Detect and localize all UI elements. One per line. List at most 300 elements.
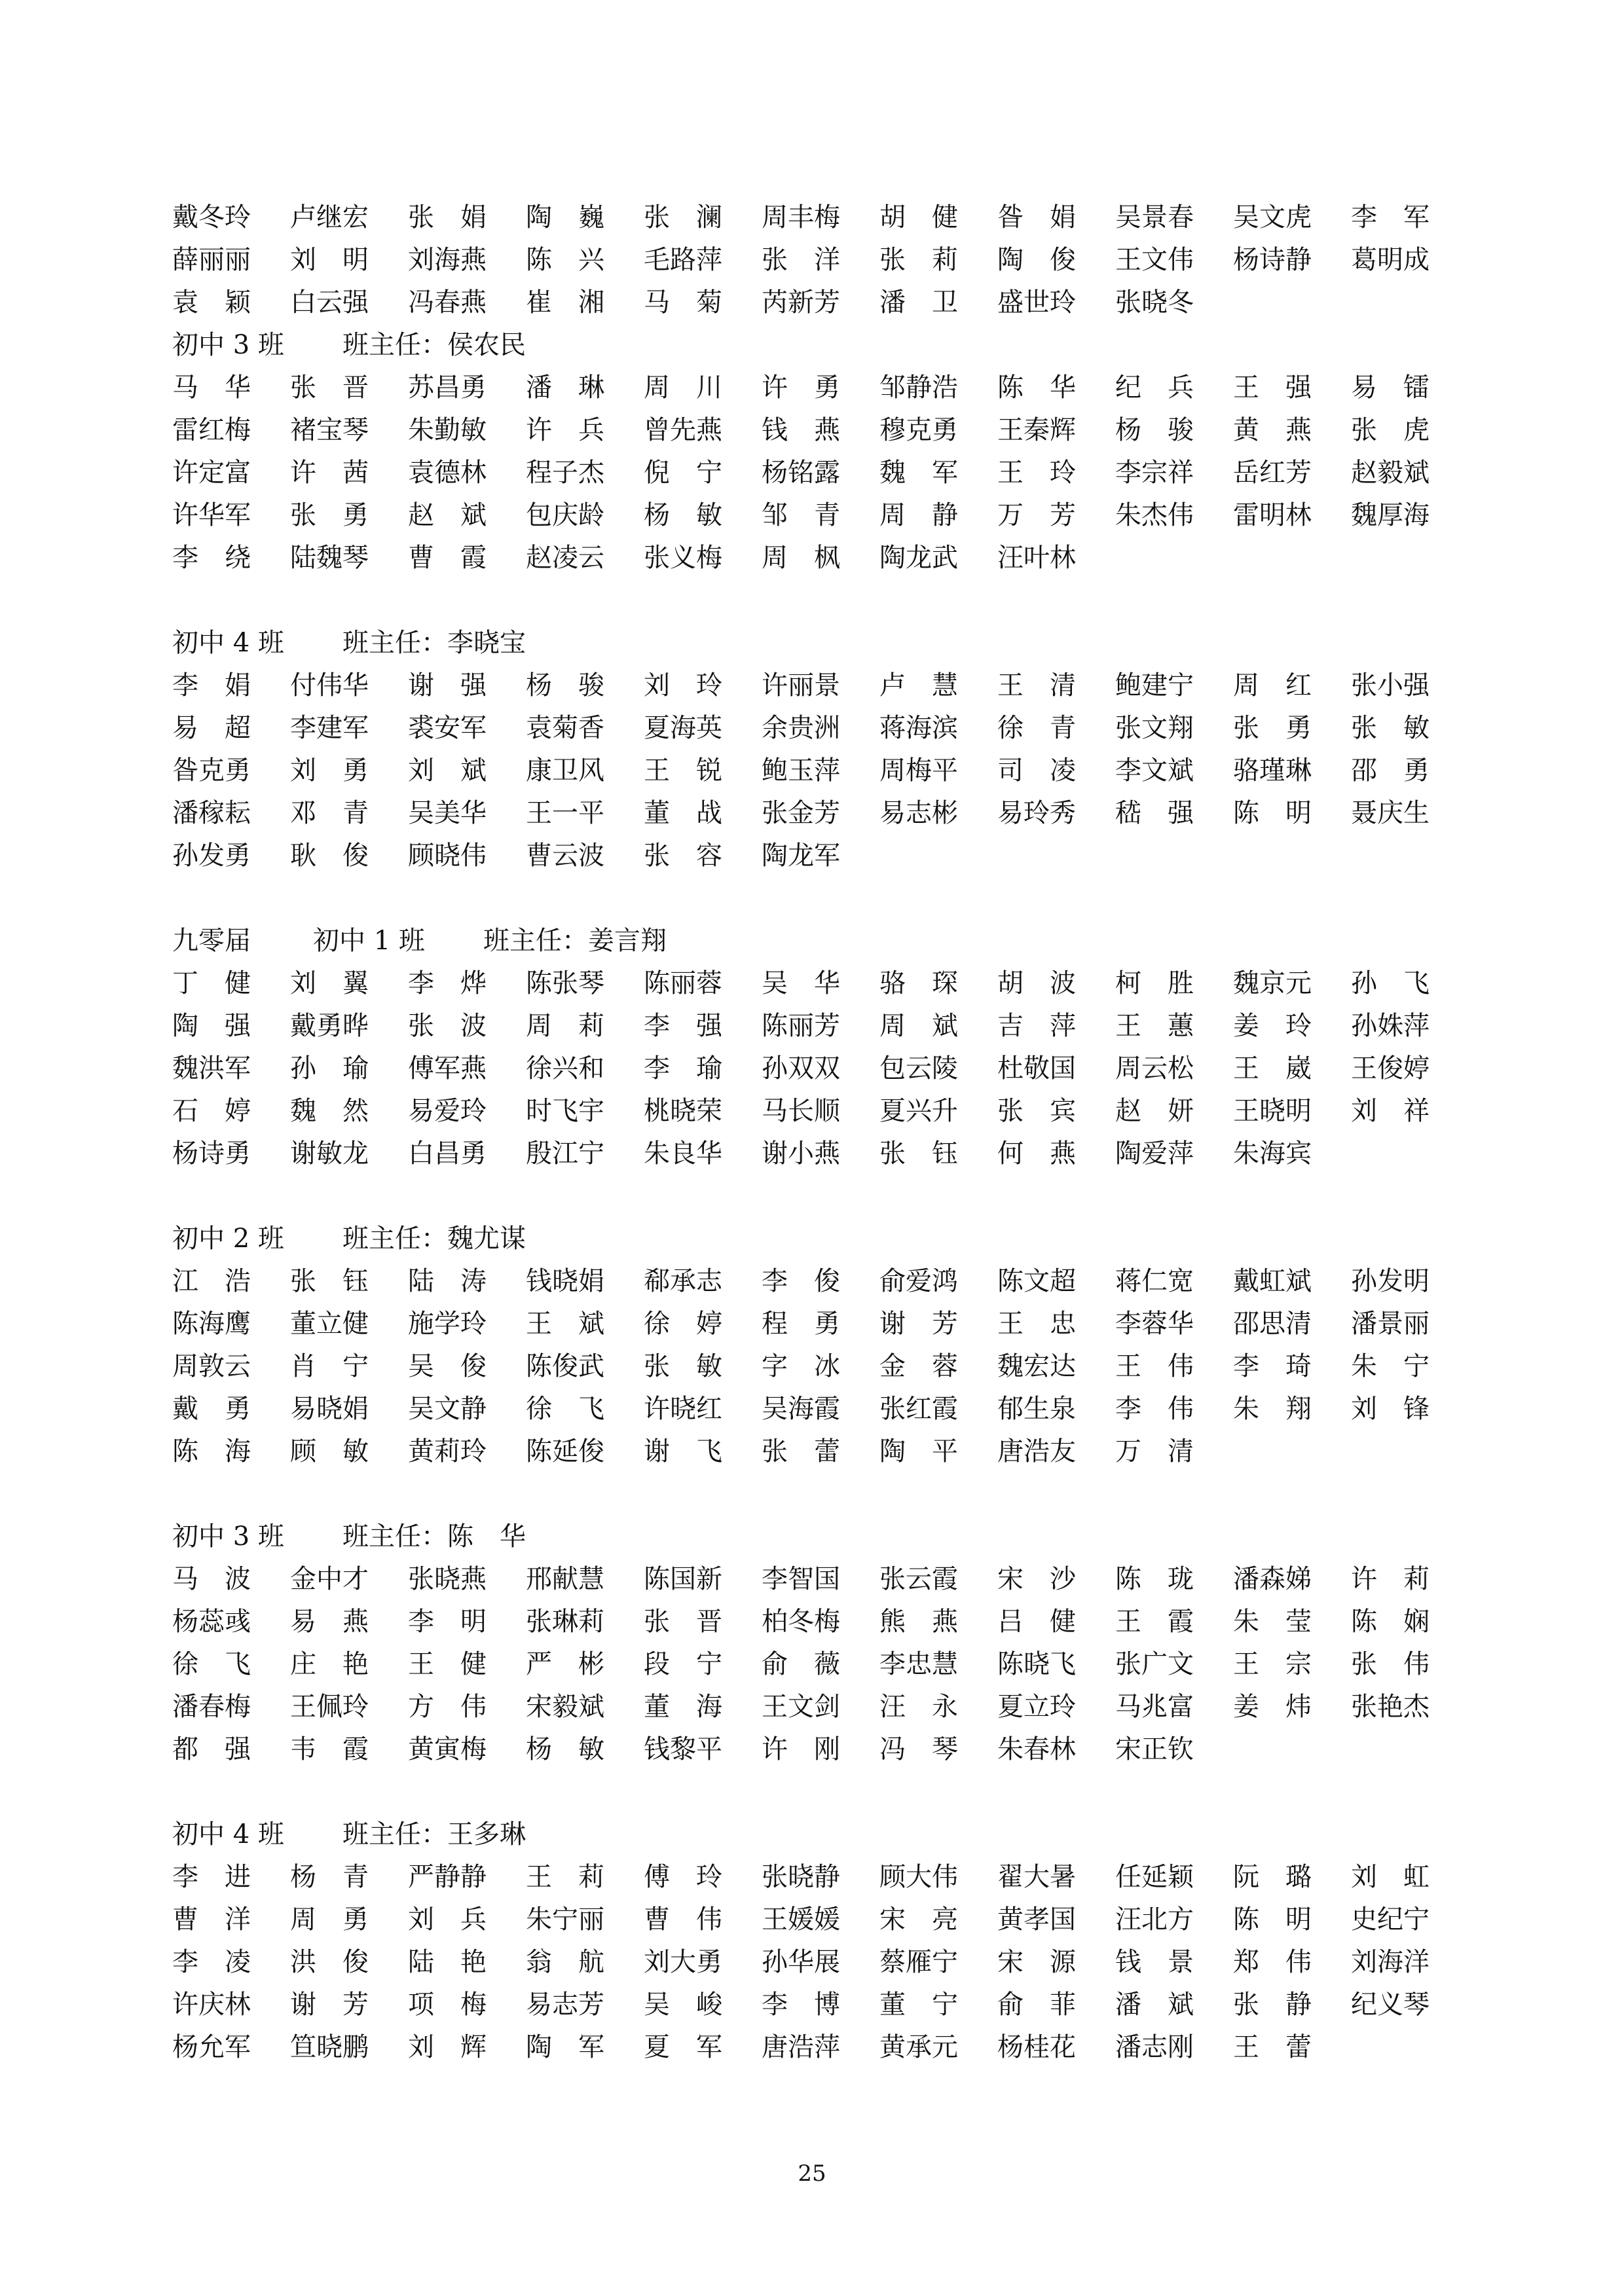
student-name: 杜敬国 (997, 1053, 1076, 1084)
student-name: 刘 虹 (1351, 1862, 1430, 1892)
student-name: 盛世玲 (997, 287, 1076, 318)
student-name: 吴景春 (1115, 202, 1194, 232)
student-name: 苏昌勇 (408, 373, 487, 403)
student-name: 张晓冬 (1115, 287, 1194, 318)
student-name: 李文斌 (1115, 756, 1194, 786)
student-name: 郑 伟 (1233, 1947, 1312, 1977)
student-name: 翟大暑 (997, 1862, 1076, 1892)
name-row (172, 1345, 1456, 1388)
student-name: 张金芳 (762, 798, 840, 828)
student-name: 周 枫 (762, 543, 840, 573)
student-name: 金 蓉 (879, 1351, 958, 1381)
student-name: 石 婷 (172, 1096, 251, 1126)
student-name: 谢 芳 (290, 1990, 369, 2020)
student-name: 杨 敏 (526, 1734, 604, 1764)
student-name: 张 虎 (1351, 415, 1430, 445)
student-name: 严静静 (408, 1862, 487, 1892)
student-name: 芮新芳 (762, 287, 840, 318)
student-name: 柯 胜 (1115, 968, 1194, 998)
name-row (172, 1686, 1456, 1728)
student-name: 张晓静 (762, 1862, 840, 1892)
student-name: 唐浩友 (997, 1436, 1076, 1467)
name-row (172, 1601, 1456, 1643)
student-name: 孙 飞 (1351, 968, 1430, 998)
student-name: 李 瑜 (644, 1053, 722, 1084)
student-name: 余贵洲 (762, 713, 840, 743)
student-name: 张 敏 (644, 1351, 722, 1381)
student-name: 刘 辉 (408, 2032, 487, 2062)
student-name: 卢继宏 (290, 202, 369, 232)
student-name: 刘海洋 (1351, 1947, 1430, 1977)
student-name: 司 凌 (997, 756, 1076, 786)
student-name: 朱海宾 (1233, 1139, 1312, 1169)
student-name: 王 蕾 (1233, 2032, 1312, 2062)
student-name: 戴勇晔 (290, 1011, 369, 1041)
student-name: 张 澜 (644, 202, 722, 232)
class-header (172, 324, 1456, 367)
student-name: 宋 源 (997, 1947, 1076, 1977)
name-row (172, 1643, 1456, 1686)
student-name: 刘 兵 (408, 1904, 487, 1935)
name-row (172, 282, 1456, 324)
student-name: 杨 骏 (526, 670, 604, 701)
student-name: 雷红梅 (172, 415, 251, 445)
head-teacher: 班主任：李晓宝 (342, 628, 526, 658)
student-name: 陶 强 (172, 1011, 251, 1041)
student-name: 谢 强 (408, 670, 487, 701)
student-name: 魏洪军 (172, 1053, 251, 1084)
student-name: 康卫风 (526, 756, 604, 786)
student-name: 赵 妍 (1115, 1096, 1194, 1126)
student-name: 包庆龄 (526, 500, 604, 530)
student-name: 易 燕 (290, 1607, 369, 1637)
name-row (172, 835, 1456, 877)
student-name: 施学玲 (408, 1309, 487, 1339)
student-name: 雷明林 (1233, 500, 1312, 530)
student-name: 裘安军 (408, 713, 487, 743)
name-row (172, 1558, 1456, 1601)
student-name: 杨 骏 (1115, 415, 1194, 445)
student-name: 姜 炜 (1233, 1692, 1312, 1722)
student-name: 纪义琴 (1351, 1990, 1430, 2020)
class-header (172, 1516, 1456, 1558)
student-name: 李 伟 (1115, 1394, 1194, 1424)
student-name: 周 红 (1233, 670, 1312, 701)
student-name: 张 晋 (644, 1607, 722, 1637)
student-name: 杨诗静 (1233, 245, 1312, 275)
student-name: 卢 慧 (879, 670, 958, 701)
head-teacher: 班主任：王多琳 (342, 1819, 526, 1850)
name-row (172, 1260, 1456, 1303)
student-name: 夏兴升 (879, 1096, 958, 1126)
student-name: 陈 华 (997, 373, 1076, 403)
student-name: 俞 薇 (762, 1649, 840, 1679)
student-name: 李 绕 (172, 543, 251, 573)
student-name: 魏 然 (290, 1096, 369, 1126)
student-name: 刘 斌 (408, 756, 487, 786)
student-name: 张 静 (1233, 1990, 1312, 2020)
student-name: 王 蕙 (1115, 1011, 1194, 1041)
student-name: 蒋仁宽 (1115, 1266, 1194, 1296)
student-name: 邵思清 (1233, 1309, 1312, 1339)
student-name: 殷江宁 (526, 1139, 604, 1169)
student-name: 曹 霞 (408, 543, 487, 573)
student-name: 陆魏琴 (290, 543, 369, 573)
student-name: 笪晓鹏 (290, 2032, 369, 2062)
class-name: 初中 4 班 (172, 1819, 284, 1850)
student-name: 吉 萍 (997, 1011, 1076, 1041)
student-name: 徐 婷 (644, 1309, 722, 1339)
student-name: 董 宁 (879, 1990, 958, 2020)
student-name: 刘大勇 (644, 1947, 722, 1977)
student-name: 刘 锋 (1351, 1394, 1430, 1424)
student-name: 付伟华 (290, 670, 369, 701)
student-name: 丁 健 (172, 968, 251, 998)
student-name: 岳红芳 (1233, 458, 1312, 488)
class-name: 初中 2 班 (172, 1224, 284, 1254)
student-name: 万 清 (1115, 1436, 1194, 1467)
student-name: 陶龙武 (879, 543, 958, 573)
student-name: 鲍玉萍 (762, 756, 840, 786)
student-name: 王 宗 (1233, 1649, 1312, 1679)
student-name: 陈俊武 (526, 1351, 604, 1381)
name-row (172, 196, 1456, 239)
student-name: 葛明成 (1351, 245, 1430, 275)
student-name: 许庆林 (172, 1990, 251, 2020)
student-name: 黄承元 (879, 2032, 958, 2062)
student-name: 张广文 (1115, 1649, 1194, 1679)
student-name: 谢 芳 (879, 1309, 958, 1339)
student-name: 陈 明 (1233, 1904, 1312, 1935)
student-name: 张 容 (644, 841, 722, 871)
student-name: 史纪宁 (1351, 1904, 1430, 1935)
student-name: 钱黎平 (644, 1734, 722, 1764)
name-row (172, 1048, 1456, 1090)
student-name: 冯 琴 (879, 1734, 958, 1764)
student-name: 董 战 (644, 798, 722, 828)
student-name: 曹 洋 (172, 1904, 251, 1935)
page-number: 25 (798, 2160, 826, 2187)
student-name: 胡 波 (997, 968, 1076, 998)
student-name: 朱勤敏 (408, 415, 487, 445)
student-name: 刘海燕 (408, 245, 487, 275)
student-name: 谢 飞 (644, 1436, 722, 1467)
student-name: 李建军 (290, 713, 369, 743)
head-teacher: 班主任：侯农民 (342, 330, 526, 360)
student-name: 易 超 (172, 713, 251, 743)
student-name: 李宗祥 (1115, 458, 1194, 488)
class-name: 初中 3 班 (172, 330, 284, 360)
student-name: 顾大伟 (879, 1862, 958, 1892)
name-row (172, 1005, 1456, 1048)
student-name: 何 燕 (997, 1139, 1076, 1169)
student-name: 陶 俊 (997, 245, 1076, 275)
student-name: 潘 斌 (1115, 1990, 1194, 2020)
student-name: 黄莉玲 (408, 1436, 487, 1467)
student-name: 王媛媛 (762, 1904, 840, 1935)
student-name: 周敦云 (172, 1351, 251, 1381)
student-name: 熊 燕 (879, 1607, 958, 1637)
student-name: 白云强 (290, 287, 369, 318)
student-name: 纪 兵 (1115, 373, 1194, 403)
student-name: 马兆富 (1115, 1692, 1194, 1722)
student-name: 戴 勇 (172, 1394, 251, 1424)
student-name: 潘森娣 (1233, 1564, 1312, 1594)
name-row (172, 750, 1456, 792)
student-name: 陈国新 (644, 1564, 722, 1594)
student-name: 许华军 (172, 500, 251, 530)
student-name: 马 波 (172, 1564, 251, 1594)
student-name: 朱良华 (644, 1139, 722, 1169)
student-name: 程 勇 (762, 1309, 840, 1339)
student-name: 胡 健 (879, 202, 958, 232)
name-row (172, 409, 1456, 452)
student-name: 李 军 (1351, 202, 1430, 232)
student-name: 陈晓飞 (997, 1649, 1076, 1679)
student-name: 吴 俊 (408, 1351, 487, 1381)
student-name: 李 俊 (762, 1266, 840, 1296)
student-name: 夏 军 (644, 2032, 722, 2062)
student-name: 刘 勇 (290, 756, 369, 786)
student-name: 李 烨 (408, 968, 487, 998)
student-name: 朱 翔 (1233, 1394, 1312, 1424)
student-name: 倪 宁 (644, 458, 722, 488)
student-name: 刘 玲 (644, 670, 722, 701)
student-name: 翁 航 (526, 1947, 604, 1977)
name-row (172, 665, 1456, 707)
student-name: 杨允军 (172, 2032, 251, 2062)
student-name: 张晓燕 (408, 1564, 487, 1594)
student-name: 黄孝国 (997, 1904, 1076, 1935)
student-name: 赵凌云 (526, 543, 604, 573)
student-name: 许 刚 (762, 1734, 840, 1764)
student-name: 毛路萍 (644, 245, 722, 275)
student-name: 庄 艳 (290, 1649, 369, 1679)
student-name: 魏京元 (1233, 968, 1312, 998)
student-name: 王 崴 (1233, 1053, 1312, 1084)
student-name: 王佩玲 (290, 1692, 369, 1722)
student-name: 俞爱鸿 (879, 1266, 958, 1296)
student-name: 邹 青 (762, 500, 840, 530)
student-name: 柏冬梅 (762, 1607, 840, 1637)
student-name: 魏厚海 (1351, 500, 1430, 530)
student-name: 陈海鹰 (172, 1309, 251, 1339)
student-name: 江 浩 (172, 1266, 251, 1296)
student-name: 李 强 (644, 1011, 722, 1041)
student-name: 周 勇 (290, 1904, 369, 1935)
student-name: 朱春林 (997, 1734, 1076, 1764)
student-name: 陶 军 (526, 2032, 604, 2062)
name-row (172, 707, 1456, 750)
student-name: 刘 翼 (290, 968, 369, 998)
student-name: 曹 伟 (644, 1904, 722, 1935)
student-name: 张 敏 (1351, 713, 1430, 743)
student-name: 孙华展 (762, 1947, 840, 1977)
student-name: 谢敏龙 (290, 1139, 369, 1169)
student-name: 阮 璐 (1233, 1862, 1312, 1892)
student-name: 张 晋 (290, 373, 369, 403)
student-name: 骆 琛 (879, 968, 958, 998)
student-name: 陈 海 (172, 1436, 251, 1467)
student-name: 李智国 (762, 1564, 840, 1594)
student-name: 洪 俊 (290, 1947, 369, 1977)
student-name: 吴 华 (762, 968, 840, 998)
student-name: 钱 燕 (762, 415, 840, 445)
student-name: 许 勇 (762, 373, 840, 403)
student-name: 董立健 (290, 1309, 369, 1339)
name-row (172, 1388, 1456, 1430)
student-name: 陶爱萍 (1115, 1139, 1194, 1169)
name-row (172, 792, 1456, 835)
student-name: 魏 军 (879, 458, 958, 488)
student-name: 汪北方 (1115, 1904, 1194, 1935)
student-name: 赵 斌 (408, 500, 487, 530)
name-row (172, 1941, 1456, 1984)
student-name: 王 斌 (526, 1309, 604, 1339)
class-name: 初中 3 班 (172, 1522, 284, 1552)
student-name: 陶 巍 (526, 202, 604, 232)
student-name: 项 梅 (408, 1990, 487, 2020)
student-name: 杨铭露 (762, 458, 840, 488)
student-name: 杨桂花 (997, 2032, 1076, 2062)
student-name: 陈丽芳 (762, 1011, 840, 1041)
student-name: 刘 祥 (1351, 1096, 1430, 1126)
student-name: 郁生泉 (997, 1394, 1076, 1424)
student-name: 张义梅 (644, 543, 722, 573)
student-name: 许丽景 (762, 670, 840, 701)
student-name: 陆 艳 (408, 1947, 487, 1977)
student-name: 徐 飞 (172, 1649, 251, 1679)
name-row (172, 1133, 1456, 1175)
student-name: 杨 青 (290, 1862, 369, 1892)
student-name: 刘 明 (290, 245, 369, 275)
student-name: 王文剑 (762, 1692, 840, 1722)
student-name: 赵毅斌 (1351, 458, 1430, 488)
student-name: 曹云波 (526, 841, 604, 871)
student-name: 钱 景 (1115, 1947, 1194, 1977)
student-name: 袁菊香 (526, 713, 604, 743)
name-row (172, 1303, 1456, 1345)
student-name: 时飞宇 (526, 1096, 604, 1126)
student-name: 徐兴和 (526, 1053, 604, 1084)
student-name: 字 冰 (762, 1351, 840, 1381)
student-name: 耿 俊 (290, 841, 369, 871)
student-name: 陈 明 (1233, 798, 1312, 828)
head-teacher: 班主任：姜言翔 (483, 926, 667, 956)
student-name: 宋毅斌 (526, 1692, 604, 1722)
student-name: 白昌勇 (408, 1139, 487, 1169)
student-name: 宋 沙 (997, 1564, 1076, 1594)
student-name: 严 彬 (526, 1649, 604, 1679)
name-row (172, 1090, 1456, 1133)
student-name: 魏宏达 (997, 1351, 1076, 1381)
student-name: 都 强 (172, 1734, 251, 1764)
student-name: 陈文超 (997, 1266, 1076, 1296)
student-name: 张云霞 (879, 1564, 958, 1594)
student-name: 吴文虎 (1233, 202, 1312, 232)
student-name: 许 兵 (526, 415, 604, 445)
student-name: 孙发勇 (172, 841, 251, 871)
student-name: 蒋海滨 (879, 713, 958, 743)
student-name: 嵇 强 (1115, 798, 1194, 828)
student-name: 王 强 (1233, 373, 1312, 403)
student-name: 潘景丽 (1351, 1309, 1430, 1339)
class-name: 初中 4 班 (172, 628, 284, 658)
student-name: 李忠慧 (879, 1649, 958, 1679)
student-name: 王 霞 (1115, 1607, 1194, 1637)
student-name: 许定富 (172, 458, 251, 488)
student-name: 谢小燕 (762, 1139, 840, 1169)
student-name: 夏海英 (644, 713, 722, 743)
student-name: 崔 湘 (526, 287, 604, 318)
student-name: 方 伟 (408, 1692, 487, 1722)
student-name: 张 莉 (879, 245, 958, 275)
student-name: 孙姝萍 (1351, 1011, 1430, 1041)
student-name: 任延颖 (1115, 1862, 1194, 1892)
student-name: 陈 兴 (526, 245, 604, 275)
student-name: 李 进 (172, 1862, 251, 1892)
student-name: 汪叶林 (997, 543, 1076, 573)
name-row (172, 367, 1456, 409)
student-name: 陶龙军 (762, 841, 840, 871)
student-name: 袁 颖 (172, 287, 251, 318)
student-name: 傅 玲 (644, 1862, 722, 1892)
student-name: 杨蕊彧 (172, 1607, 251, 1637)
student-name: 宋正钦 (1115, 1734, 1194, 1764)
student-name: 万 芳 (997, 500, 1076, 530)
student-name: 张琳莉 (526, 1607, 604, 1637)
student-name: 王 健 (408, 1649, 487, 1679)
student-name: 马 华 (172, 373, 251, 403)
student-name: 汪 永 (879, 1692, 958, 1722)
student-name: 王 忠 (997, 1309, 1076, 1339)
student-name: 易玲秀 (997, 798, 1076, 828)
student-name: 张 洋 (762, 245, 840, 275)
student-name: 易志彬 (879, 798, 958, 828)
student-name: 顾晓伟 (408, 841, 487, 871)
student-name: 张 勇 (290, 500, 369, 530)
student-name: 邢献慧 (526, 1564, 604, 1594)
student-name: 李 娟 (172, 670, 251, 701)
student-name: 王文伟 (1115, 245, 1194, 275)
student-name: 杨 敏 (644, 500, 722, 530)
student-name: 王秦辉 (997, 415, 1076, 445)
class-roster (172, 196, 1456, 2069)
section-spacer (172, 579, 1456, 622)
head-teacher: 班主任：陈 华 (342, 1522, 526, 1552)
class-header (172, 622, 1456, 665)
student-name: 孙 瑜 (290, 1053, 369, 1084)
student-name: 徐 青 (997, 713, 1076, 743)
student-name: 王俊婷 (1351, 1053, 1430, 1084)
student-name: 朱 莹 (1233, 1607, 1312, 1637)
student-name: 张文翔 (1115, 713, 1194, 743)
student-name: 周云松 (1115, 1053, 1194, 1084)
student-name: 李 博 (762, 1990, 840, 2020)
graduation-year: 九零届 (172, 926, 251, 956)
student-name: 孙发明 (1351, 1266, 1430, 1296)
student-name: 鲍建宁 (1115, 670, 1194, 701)
name-row (172, 962, 1456, 1005)
name-row (172, 452, 1456, 494)
section-spacer (172, 1473, 1456, 1516)
student-name: 穆克勇 (879, 415, 958, 445)
student-name: 潘春梅 (172, 1692, 251, 1722)
class-header (172, 1218, 1456, 1260)
section-spacer (172, 1175, 1456, 1218)
student-name: 褚宝琴 (290, 415, 369, 445)
student-name: 周 静 (879, 500, 958, 530)
